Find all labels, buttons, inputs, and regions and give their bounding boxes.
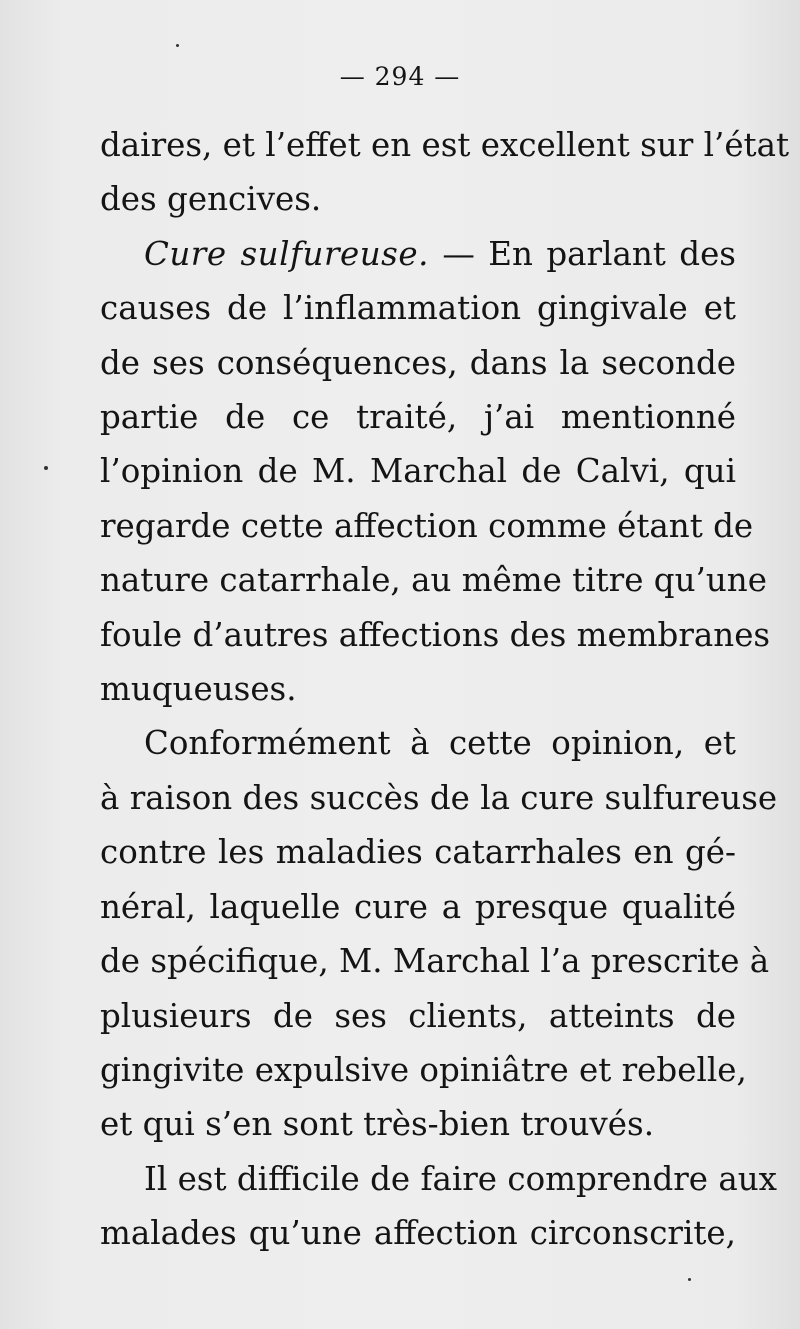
text-line: muqueuses. bbox=[100, 670, 297, 709]
text-line: causes de l’inflammation gingivale et bbox=[100, 289, 736, 328]
page-number: — 294 — bbox=[339, 62, 461, 91]
text-line: des gencives. bbox=[100, 180, 322, 219]
text-line: néral, laquelle cure a presque qualité bbox=[100, 887, 736, 926]
text-line: regarde cette affection comme étant de bbox=[100, 506, 754, 545]
text-line: gingivite expulsive opiniâtre et rebelle, bbox=[100, 1050, 747, 1089]
text-line: nature catarrhale, au même titre qu’une bbox=[100, 561, 767, 600]
text-line: Conformément à cette opinion, et bbox=[144, 724, 736, 763]
text-line: l’opinion de M. Marchal de Calvi, qui bbox=[100, 452, 736, 491]
paper-speck bbox=[688, 1278, 691, 1281]
text-line-continuation: — En parlant des bbox=[428, 234, 736, 273]
text-line: foule d’autres affections des membranes bbox=[100, 615, 771, 654]
paper-speck bbox=[176, 44, 179, 47]
section-heading-italic: Cure sulfureuse. bbox=[144, 234, 429, 273]
paper-speck bbox=[44, 466, 48, 470]
text-line: de ses conséquences, dans la seconde bbox=[100, 343, 736, 382]
text-line: à raison des succès de la cure sulfureuse bbox=[100, 778, 778, 817]
text-line: contre les maladies catarrhales en gé- bbox=[100, 833, 736, 872]
text-line: daires, et l’effet en est excellent sur l’état bbox=[100, 126, 790, 164]
text-line: partie de ce traité, j’ai mentionné bbox=[100, 398, 736, 437]
text-line: Il est difficile de faire comprendre aux bbox=[144, 1159, 778, 1198]
text-line: et qui s’en sont très-bien trouvés. bbox=[100, 1105, 655, 1144]
text-line: plusieurs de ses clients, atteints de bbox=[100, 996, 736, 1035]
text-line: de spécifique, M. Marchal l’a prescrite à bbox=[100, 942, 770, 981]
text-line-cure-sulfureuse bbox=[100, 227, 736, 281]
body-text bbox=[100, 118, 790, 1261]
text-line: malades qu’une affection circonscrite, bbox=[100, 1214, 736, 1253]
